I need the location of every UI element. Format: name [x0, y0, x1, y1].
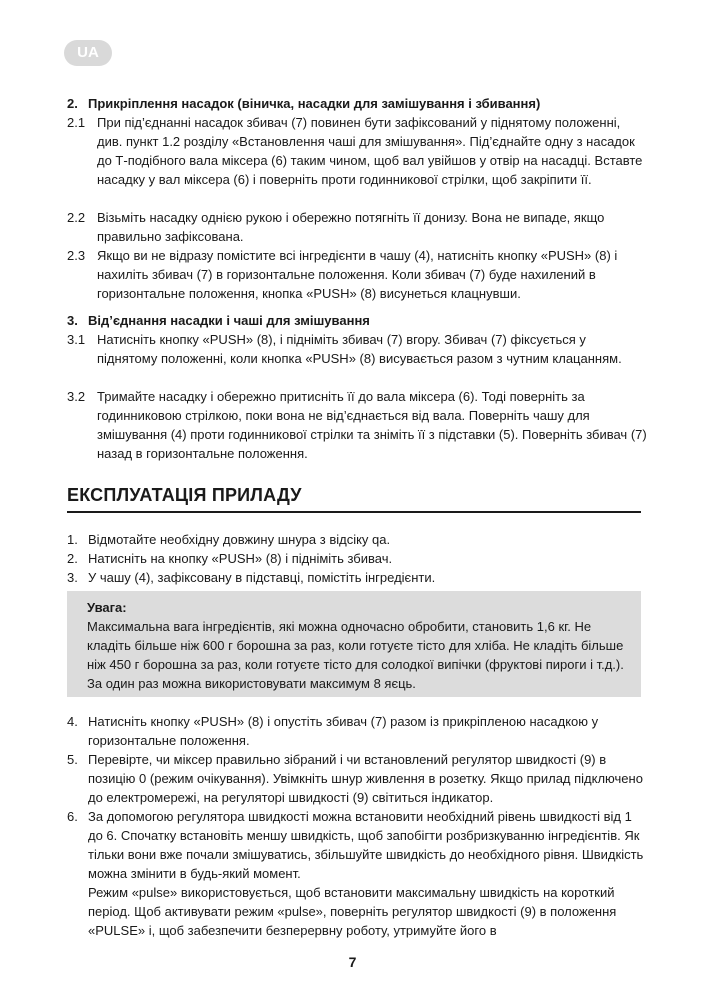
step-text: За допомогою регулятора швидкості можна встановити необхідний рівень швидкості від 1 до 6. Спочатку встановіть меншу швидкість, щоб запобігти розбризкуванню інгредієнтів. Як тільки вони вже почали змішуватись, збільшуйте швидкість до необхідного рівня. Швидкість можна змінити в будь-який момент.	[88, 809, 644, 881]
step-4	[67, 712, 647, 750]
paragraph-3-1	[67, 330, 647, 368]
paragraph-2-3	[67, 246, 647, 303]
step-number: 5.	[67, 752, 78, 767]
step-text: Натисніть кнопку «PUSH» (8) і опустіть збивач (7) разом із прикріпленою насадкою у горизонтальне положення.	[88, 714, 599, 748]
step-text: У чашу (4), зафіксовану в підставці, помістіть інгредієнти.	[88, 570, 436, 585]
section-2-title: Прикріплення насадок (віничка, насадки для замішування і збивання)	[88, 96, 541, 111]
paragraph-number: 2.2	[67, 210, 86, 225]
page-number: 7	[348, 954, 357, 970]
paragraph-2-2	[67, 208, 647, 246]
step-5	[67, 750, 647, 807]
language-badge: UA	[64, 40, 112, 66]
paragraph-2-1	[67, 113, 647, 189]
paragraph-number: 2.3	[67, 248, 86, 263]
paragraph-text: Візьміть насадку однією рукою і обережно потягніть її донизу. Вона не випаде, якщо правильно зафіксована.	[97, 210, 605, 244]
step-text: Відмотайте необхідну довжину шнура з відсіку qа.	[88, 532, 391, 547]
step-text-continued: Режим «pulse» використовується, щоб встановити максимальну швидкість на короткий період. Щоб активувати режим «pulse», поверніть регулятор швидкості (9) в положення «PULSE» і, щоб забезпечити безперервну роботу, утримуйте його в	[88, 885, 617, 938]
step-number: 6.	[67, 809, 78, 824]
paragraph-text: При під’єднанні насадок збивач (7) повинен бути зафіксований у піднятому положенні, див. пункт 1.2 розділу «Встановлення чаші для змішування». Під’єднайте одну з насадок до Т-подібного вала міксера (6) таким чином, щоб вал увійшов у отвір на насадці. Вставте насадку у вал міксера (6) і поверніть проти годинникової стрілки, щоб закріпити її.	[97, 115, 643, 187]
step-number: 1.	[67, 532, 78, 547]
step-6	[67, 807, 647, 940]
step-text: Натисніть на кнопку «PUSH» (8) і підніміть збивач.	[88, 551, 393, 566]
paragraph-number: 3.2	[67, 389, 86, 404]
warning-note-title: Увага:	[87, 600, 127, 615]
section-3-title: Від’єднання насадки і чаші для змішування	[88, 313, 370, 328]
heading-underline	[67, 511, 641, 513]
section-3-number: 3.	[67, 313, 78, 328]
warning-note-text: Максимальна вага інгредієнтів, які можна одночасно обробити, становить 1,6 кг. Не кладіть більше ніж 600 г борошна за раз, коли готуєте тісто для хліба. Не кладіть більше ніж 450 г борошна за раз, коли готуєте тісто для солодкої випічки (фруктові пироги і т.д.). За один раз можна використовувати максимум 8 яєць.	[87, 619, 624, 691]
paragraph-text: Якщо ви не відразу помістите всі інгредієнти в чашу (4), натисніть кнопку «PUSH» (8) і нахиліть збивач (7) в горизонтальне положення. Коли збивач (7) буде нахилений в горизонтальне положення, кнопка «PUSH» (8) висунеться клацнувши.	[97, 248, 618, 301]
section-2-heading	[67, 94, 540, 113]
section-2-number: 2.	[67, 96, 78, 111]
operation-heading: ЕКСПЛУАТАЦІЯ ПРИЛАДУ	[67, 485, 302, 505]
step-1	[67, 530, 647, 549]
paragraph-number: 2.1	[67, 115, 86, 130]
step-number: 4.	[67, 714, 78, 729]
step-number: 3.	[67, 570, 78, 585]
warning-note-box	[67, 591, 641, 697]
paragraph-text: Тримайте насадку і обережно притисніть її до вала міксера (6). Тоді поверніть за годинниковою стрілкою, поки вона не від’єднається від вала. Поверніть чашу для змішування (4) проти годинникової стрілки та зніміть її з підставки (5). Поверніть збивач (7) назад в горизонтальне положення.	[97, 389, 647, 461]
paragraph-3-2	[67, 387, 647, 463]
step-3	[67, 568, 647, 587]
paragraph-text: Натисніть кнопку «PUSH» (8), і підніміть збивач (7) вгору. Збивач (7) фіксується у піднятому положенні, коли кнопка «PUSH» (8) висувається разом з чутним клацанням.	[97, 332, 622, 366]
step-2	[67, 549, 647, 568]
section-3-heading	[67, 311, 370, 330]
step-number: 2.	[67, 551, 78, 566]
paragraph-number: 3.1	[67, 332, 86, 347]
step-text: Перевірте, чи міксер правильно зібраний і чи встановлений регулятор швидкості (9) в позицію 0 (режим очікування). Увімкніть шнур живлення в розетку. Якщо прилад підключено до електромережі, на регуляторі швидкості (9) світиться індикатор.	[88, 752, 643, 805]
